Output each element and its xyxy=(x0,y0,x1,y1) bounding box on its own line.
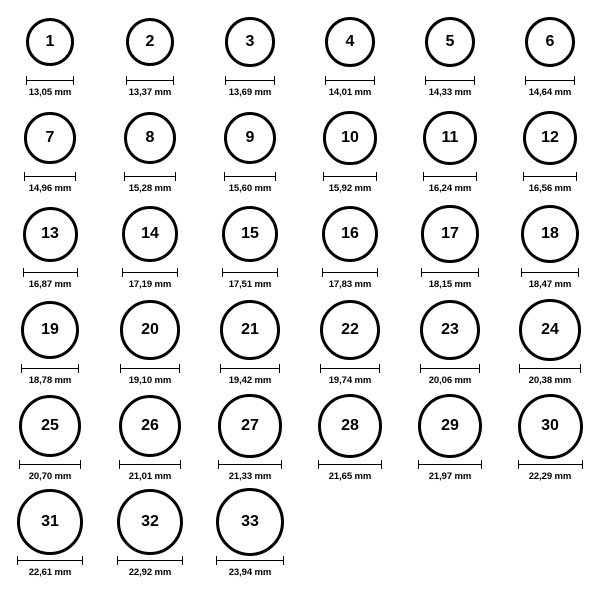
measure-line xyxy=(23,272,78,273)
measure-tick-right xyxy=(281,460,282,469)
ring-circle-wrap xyxy=(100,102,200,174)
ring-circle xyxy=(120,300,179,359)
diameter-label: 21,65 mm xyxy=(328,471,372,482)
measure-line xyxy=(418,464,482,465)
ring-size-number: 16 xyxy=(341,224,359,242)
ring-size-number: 32 xyxy=(141,513,159,530)
ring-size-number: 14 xyxy=(141,225,159,242)
ring-circle-wrap xyxy=(100,294,200,366)
ring-size-cell xyxy=(300,6,400,102)
diameter-measure-bar xyxy=(126,76,175,85)
ring-circle xyxy=(320,300,380,360)
ring-circle-wrap xyxy=(400,198,500,270)
measure-tick-left xyxy=(222,268,223,277)
ring-circle xyxy=(23,207,78,262)
diameter-label: 19,74 mm xyxy=(328,375,372,386)
measure-tick-right xyxy=(481,460,482,469)
ring-circle-wrap xyxy=(200,294,300,366)
ring-circle-wrap xyxy=(100,198,200,270)
ring-circle-wrap xyxy=(300,102,400,174)
measure-tick-right xyxy=(474,76,475,85)
ring-size-cell xyxy=(0,198,100,294)
ring-circle-wrap xyxy=(200,198,300,270)
measure-tick-right xyxy=(275,172,276,181)
diameter-measure-bar xyxy=(224,172,277,181)
diameter-label: 20,38 mm xyxy=(528,375,572,386)
diameter-measure-bar xyxy=(523,172,577,181)
ring-size-number: 9 xyxy=(245,129,255,146)
ring-circle-wrap xyxy=(0,198,100,270)
measure-tick-right xyxy=(73,76,74,85)
ring-size-number: 12 xyxy=(541,128,559,146)
measure-tick-right xyxy=(580,364,581,373)
diameter-label: 14,64 mm xyxy=(528,87,572,98)
ring-circle xyxy=(425,17,475,67)
measure-tick-right xyxy=(274,76,275,85)
measure-line xyxy=(218,464,281,465)
ring-circle-wrap xyxy=(100,6,200,78)
measure-line xyxy=(423,176,477,177)
ring-size-cell xyxy=(300,390,400,486)
ring-circle xyxy=(17,489,83,555)
measure-tick-left xyxy=(220,364,221,373)
ring-circle xyxy=(119,395,182,458)
ring-size-cell xyxy=(0,102,100,198)
ring-size-number: 18 xyxy=(541,225,559,242)
ring-circle-wrap xyxy=(300,6,400,78)
measure-tick-right xyxy=(582,460,583,469)
ring-size-number: 19 xyxy=(41,321,59,338)
diameter-label: 14,01 mm xyxy=(328,87,372,98)
ring-circle-wrap xyxy=(500,294,600,366)
diameter-label: 13,37 mm xyxy=(128,87,172,98)
ring-size-number: 5 xyxy=(445,32,455,50)
measure-tick-right xyxy=(376,172,377,181)
ring-size-number: 25 xyxy=(41,417,59,434)
ring-size-number: 31 xyxy=(41,513,59,530)
diameter-measure-bar xyxy=(322,268,379,277)
measure-tick-right xyxy=(476,172,477,181)
ring-size-cell xyxy=(400,102,500,198)
ring-size-number: 13 xyxy=(41,225,59,242)
ring-circle xyxy=(220,300,280,360)
measure-tick-left xyxy=(420,364,421,373)
measure-tick-right xyxy=(177,268,178,277)
ring-circle-wrap xyxy=(500,6,600,78)
ring-size-cell xyxy=(400,198,500,294)
diameter-label: 20,06 mm xyxy=(428,375,472,386)
ring-size-cell xyxy=(300,198,400,294)
ring-circle xyxy=(225,17,274,66)
ring-circle-wrap xyxy=(0,390,100,462)
measure-tick-right xyxy=(578,268,579,277)
ring-size-cell xyxy=(500,390,600,486)
ring-circle xyxy=(218,394,281,457)
ring-size-number: 7 xyxy=(45,129,55,146)
ring-size-cell xyxy=(200,102,300,198)
diameter-measure-bar xyxy=(124,172,176,181)
measure-tick-right xyxy=(277,268,278,277)
measure-tick-right xyxy=(182,556,183,565)
measure-tick-right xyxy=(179,364,180,373)
ring-circle-wrap xyxy=(200,390,300,462)
ring-size-cell xyxy=(0,390,100,486)
ring-size-cell xyxy=(0,294,100,390)
ring-circle xyxy=(216,488,284,556)
diameter-label: 20,70 mm xyxy=(28,471,72,482)
diameter-measure-bar xyxy=(525,76,576,85)
ring-circle xyxy=(420,300,481,361)
ring-circle-wrap xyxy=(0,102,100,174)
measure-tick-right xyxy=(180,460,181,469)
diameter-measure-bar xyxy=(518,460,583,469)
ring-circle xyxy=(21,301,80,360)
measure-tick-left xyxy=(126,76,127,85)
ring-circle xyxy=(518,394,583,459)
diameter-label: 13,05 mm xyxy=(28,87,72,98)
ring-size-number: 27 xyxy=(241,417,259,434)
ring-size-cell xyxy=(400,294,500,390)
measure-tick-left xyxy=(418,460,419,469)
measure-tick-left xyxy=(225,76,226,85)
diameter-label: 19,42 mm xyxy=(228,375,272,386)
measure-line xyxy=(21,368,80,369)
diameter-measure-bar xyxy=(222,268,278,277)
diameter-measure-bar xyxy=(320,364,380,373)
ring-size-cell xyxy=(200,6,300,102)
diameter-label: 23,94 mm xyxy=(228,567,272,578)
ring-circle-wrap xyxy=(200,486,300,558)
ring-size-number: 33 xyxy=(241,513,259,530)
measure-line xyxy=(117,560,183,561)
ring-circle-wrap xyxy=(400,102,500,174)
measure-tick-left xyxy=(425,76,426,85)
diameter-label: 18,15 mm xyxy=(428,279,472,290)
diameter-measure-bar xyxy=(216,556,284,565)
ring-size-number: 26 xyxy=(141,417,159,434)
ring-size-number: 6 xyxy=(545,32,555,50)
measure-tick-left xyxy=(119,460,120,469)
measure-tick-left xyxy=(122,268,123,277)
diameter-label: 22,29 mm xyxy=(528,471,572,482)
measure-tick-right xyxy=(80,460,81,469)
ring-circle-wrap xyxy=(500,102,600,174)
diameter-measure-bar xyxy=(418,460,482,469)
ring-size-cell xyxy=(100,294,200,390)
measure-tick-right xyxy=(77,268,78,277)
measure-tick-left xyxy=(521,268,522,277)
measure-tick-right xyxy=(374,76,375,85)
ring-circle xyxy=(525,17,576,68)
measure-tick-right xyxy=(82,556,83,565)
ring-circle-wrap xyxy=(500,198,600,270)
diameter-label: 17,51 mm xyxy=(228,279,272,290)
ring-size-number: 28 xyxy=(341,416,359,434)
measure-tick-left xyxy=(320,364,321,373)
ring-size-cell xyxy=(100,102,200,198)
ring-circle-wrap xyxy=(300,294,400,366)
diameter-label: 18,78 mm xyxy=(28,375,72,386)
ring-size-number: 17 xyxy=(441,224,459,242)
measure-tick-left xyxy=(117,556,118,565)
measure-line xyxy=(320,368,380,369)
ring-circle xyxy=(418,394,482,458)
measure-tick-left xyxy=(218,460,219,469)
diameter-measure-bar xyxy=(26,76,74,85)
ring-size-cell xyxy=(0,486,100,582)
measure-line xyxy=(425,80,475,81)
measure-tick-right xyxy=(576,172,577,181)
ring-size-number: 24 xyxy=(541,321,559,338)
ring-circle-wrap xyxy=(200,6,300,78)
measure-tick-left xyxy=(519,364,520,373)
ring-size-cell xyxy=(200,390,300,486)
diameter-measure-bar xyxy=(421,268,478,277)
diameter-label: 15,60 mm xyxy=(228,183,272,194)
measure-line xyxy=(421,272,478,273)
ring-size-cell xyxy=(100,198,200,294)
ring-size-number: 2 xyxy=(145,33,155,50)
measure-line xyxy=(24,176,76,177)
ring-circle xyxy=(222,206,278,262)
ring-size-cell xyxy=(500,6,600,102)
ring-size-number: 8 xyxy=(145,129,155,146)
diameter-label: 17,83 mm xyxy=(328,279,372,290)
measure-tick-right xyxy=(574,76,575,85)
measure-line xyxy=(521,272,579,273)
ring-size-cell xyxy=(100,390,200,486)
measure-tick-right xyxy=(175,172,176,181)
diameter-measure-bar xyxy=(423,172,477,181)
diameter-measure-bar xyxy=(225,76,274,85)
measure-line xyxy=(519,368,581,369)
ring-circle-wrap xyxy=(0,294,100,366)
diameter-label: 16,56 mm xyxy=(528,183,572,194)
diameter-measure-bar xyxy=(323,172,376,181)
measure-tick-left xyxy=(323,172,324,181)
ring-size-cell xyxy=(200,486,300,582)
diameter-measure-bar xyxy=(220,364,280,373)
measure-tick-right xyxy=(283,556,284,565)
diameter-label: 21,33 mm xyxy=(228,471,272,482)
diameter-measure-bar xyxy=(318,460,382,469)
ring-circle-wrap xyxy=(0,6,100,78)
measure-tick-left xyxy=(322,268,323,277)
measure-tick-left xyxy=(525,76,526,85)
ring-circle xyxy=(122,206,178,262)
ring-size-number: 29 xyxy=(441,416,459,434)
measure-tick-left xyxy=(23,268,24,277)
ring-size-number: 3 xyxy=(245,33,255,50)
measure-tick-right xyxy=(478,268,479,277)
ring-circle xyxy=(19,395,81,457)
diameter-label: 17,19 mm xyxy=(128,279,172,290)
ring-size-number: 10 xyxy=(341,128,359,146)
ring-circle xyxy=(322,206,379,263)
measure-tick-left xyxy=(523,172,524,181)
measure-tick-left xyxy=(24,172,25,181)
ring-size-cell xyxy=(300,294,400,390)
diameter-measure-bar xyxy=(17,556,83,565)
diameter-measure-bar xyxy=(120,364,179,373)
ring-size-cell xyxy=(400,390,500,486)
measure-tick-right xyxy=(173,76,174,85)
diameter-label: 13,69 mm xyxy=(228,87,272,98)
measure-line xyxy=(120,368,179,369)
ring-circle xyxy=(224,112,277,165)
ring-circle-wrap xyxy=(400,6,500,78)
measure-line xyxy=(420,368,481,369)
ring-size-cell xyxy=(200,294,300,390)
measure-line xyxy=(126,80,175,81)
ring-circle xyxy=(24,112,76,164)
diameter-label: 21,97 mm xyxy=(428,471,472,482)
diameter-measure-bar xyxy=(425,76,475,85)
measure-line xyxy=(523,176,577,177)
diameter-label: 16,24 mm xyxy=(428,183,472,194)
measure-line xyxy=(525,80,576,81)
measure-tick-left xyxy=(21,364,22,373)
diameter-label: 22,61 mm xyxy=(28,567,72,578)
diameter-measure-bar xyxy=(23,268,78,277)
ring-circle-wrap xyxy=(200,102,300,174)
ring-circle-wrap xyxy=(300,198,400,270)
measure-line xyxy=(19,464,81,465)
measure-tick-left xyxy=(224,172,225,181)
measure-tick-left xyxy=(124,172,125,181)
ring-circle-wrap xyxy=(100,390,200,462)
measure-tick-left xyxy=(318,460,319,469)
diameter-measure-bar xyxy=(218,460,281,469)
diameter-measure-bar xyxy=(521,268,579,277)
measure-tick-left xyxy=(423,172,424,181)
measure-tick-right xyxy=(75,172,76,181)
ring-size-number: 4 xyxy=(345,32,355,50)
measure-line xyxy=(222,272,278,273)
measure-tick-left xyxy=(216,556,217,565)
measure-tick-right xyxy=(78,364,79,373)
ring-size-cell xyxy=(0,6,100,102)
ring-size-number: 30 xyxy=(541,417,559,434)
diameter-measure-bar xyxy=(519,364,581,373)
ring-circle-wrap xyxy=(0,486,100,558)
measure-tick-left xyxy=(19,460,20,469)
measure-line xyxy=(119,464,182,465)
ring-circle-wrap xyxy=(500,390,600,462)
diameter-label: 18,47 mm xyxy=(528,279,572,290)
measure-line xyxy=(17,560,83,561)
measure-line xyxy=(322,272,379,273)
diameter-label: 16,87 mm xyxy=(28,279,72,290)
ring-circle xyxy=(117,489,183,555)
measure-line xyxy=(122,272,178,273)
diameter-label: 14,96 mm xyxy=(28,183,72,194)
diameter-measure-bar xyxy=(122,268,178,277)
ring-circle xyxy=(523,111,577,165)
measure-line xyxy=(325,80,375,81)
diameter-measure-bar xyxy=(24,172,76,181)
measure-line xyxy=(318,464,382,465)
measure-tick-left xyxy=(17,556,18,565)
measure-tick-right xyxy=(377,268,378,277)
ring-circle xyxy=(26,18,74,66)
measure-tick-left xyxy=(518,460,519,469)
diameter-label: 21,01 mm xyxy=(128,471,172,482)
ring-size-cell xyxy=(500,102,600,198)
ring-size-cell xyxy=(100,6,200,102)
diameter-measure-bar xyxy=(19,460,81,469)
measure-tick-left xyxy=(325,76,326,85)
measure-tick-right xyxy=(479,364,480,373)
diameter-label: 15,28 mm xyxy=(128,183,172,194)
ring-size-number: 23 xyxy=(441,320,459,338)
ring-size-cell xyxy=(500,294,600,390)
ring-circle xyxy=(521,205,579,263)
ring-circle xyxy=(323,111,376,164)
ring-circle xyxy=(325,17,375,67)
ring-circle-wrap xyxy=(300,390,400,462)
measure-tick-right xyxy=(381,460,382,469)
diameter-label: 15,92 mm xyxy=(328,183,372,194)
ring-circle-wrap xyxy=(400,294,500,366)
measure-line xyxy=(124,176,176,177)
measure-line xyxy=(216,560,284,561)
measure-line xyxy=(518,464,583,465)
ring-circle xyxy=(421,205,478,262)
ring-circle-wrap xyxy=(100,486,200,558)
ring-circle xyxy=(124,112,176,164)
ring-size-cell xyxy=(200,198,300,294)
measure-line xyxy=(225,80,274,81)
diameter-label: 14,33 mm xyxy=(428,87,472,98)
measure-line xyxy=(26,80,74,81)
ring-circle xyxy=(519,299,581,361)
ring-size-number: 22 xyxy=(341,320,359,338)
diameter-measure-bar xyxy=(119,460,182,469)
ring-size-cell xyxy=(500,198,600,294)
diameter-measure-bar xyxy=(21,364,80,373)
measure-line xyxy=(323,176,376,177)
measure-line xyxy=(224,176,277,177)
ring-circle xyxy=(126,18,175,67)
diameter-label: 19,10 mm xyxy=(128,375,172,386)
ring-size-number: 11 xyxy=(441,128,459,146)
ring-circle-wrap xyxy=(400,390,500,462)
ring-size-cell xyxy=(100,486,200,582)
ring-size-cell xyxy=(400,6,500,102)
diameter-label: 22,92 mm xyxy=(128,567,172,578)
measure-tick-left xyxy=(120,364,121,373)
ring-circle xyxy=(318,394,382,458)
ring-circle xyxy=(423,111,477,165)
ring-size-number: 15 xyxy=(241,225,259,242)
ring-size-number: 21 xyxy=(241,321,259,338)
measure-tick-right xyxy=(279,364,280,373)
ring-size-number: 20 xyxy=(141,321,159,338)
diameter-measure-bar xyxy=(420,364,481,373)
ring-size-cell xyxy=(300,102,400,198)
ring-size-number: 1 xyxy=(45,33,55,50)
measure-tick-right xyxy=(379,364,380,373)
measure-tick-left xyxy=(26,76,27,85)
measure-line xyxy=(220,368,280,369)
diameter-measure-bar xyxy=(117,556,183,565)
measure-tick-left xyxy=(421,268,422,277)
diameter-measure-bar xyxy=(325,76,375,85)
